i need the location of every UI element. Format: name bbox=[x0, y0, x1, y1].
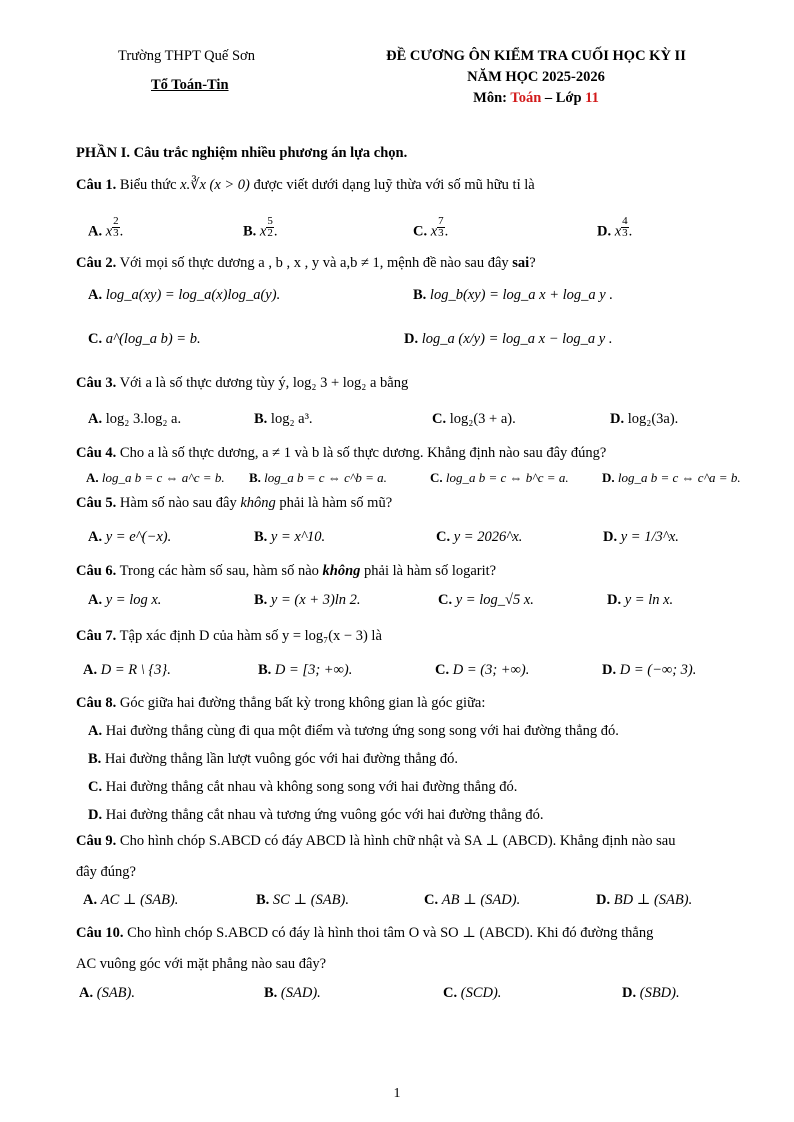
option-label: B. bbox=[258, 662, 272, 678]
option-text: (SAB). bbox=[96, 985, 135, 1001]
question-2 bbox=[76, 255, 536, 272]
q4-option-b[interactable] bbox=[249, 470, 387, 486]
question-6 bbox=[76, 563, 496, 580]
option-text: Hai đường thẳng cắt nhau và tương ứng vuông góc với hai đường thẳng đó. bbox=[105, 807, 544, 823]
q3-option-b[interactable] bbox=[254, 411, 313, 428]
q9-option-b[interactable] bbox=[256, 892, 349, 909]
option-text: D = (−∞; 3). bbox=[619, 662, 697, 678]
option-text: (SBD). bbox=[639, 985, 680, 1001]
q3-option-a[interactable] bbox=[88, 411, 181, 428]
option-text: log_a b = c ⇔ b^c = a. bbox=[445, 470, 569, 485]
option-text: Hai đường thẳng cùng đi qua một điểm và tương ứng song song với hai đường thẳng đó. bbox=[105, 723, 619, 739]
q10-option-b[interactable] bbox=[264, 985, 321, 1002]
option-label: A. bbox=[86, 470, 99, 485]
question-text-end: được viết dưới dạng luỹ thừa với số mũ hữu tỉ là bbox=[253, 177, 535, 193]
question-number: Câu 8. bbox=[76, 695, 117, 711]
question-8 bbox=[76, 695, 485, 712]
exp-num: 5 bbox=[267, 215, 273, 227]
page-number: 1 bbox=[393, 1086, 401, 1101]
option-label: A. bbox=[88, 223, 103, 240]
department-name: Tổ Toán-Tin bbox=[151, 77, 229, 93]
option-label: B. bbox=[413, 287, 427, 303]
option-label: B. bbox=[254, 529, 268, 545]
q7-option-b[interactable] bbox=[258, 662, 352, 679]
question-number: Câu 10. bbox=[76, 925, 124, 941]
q4-option-c[interactable] bbox=[430, 470, 569, 486]
q10-option-d[interactable] bbox=[622, 985, 680, 1002]
option-label: D. bbox=[603, 529, 618, 545]
option-label: C. bbox=[88, 779, 103, 795]
option-text: AB ⊥ (SAD). bbox=[441, 892, 521, 908]
option-label: A. bbox=[83, 662, 98, 678]
question-text: Cho hình chóp S.ABCD có đáy là hình thoi tâm O và SO ⊥ (ABCD). Khi đó đường thẳng bbox=[127, 925, 654, 941]
grade-number: 11 bbox=[585, 90, 599, 106]
option-label: C. bbox=[435, 662, 450, 678]
option-text: (SCD). bbox=[460, 985, 502, 1001]
q1-option-a[interactable]: A. x $^{\frac{2}{3}}$ . bbox=[88, 215, 124, 240]
question-text: Với mọi số thực dương a , b , x , y và a,b ≠ 1, mệnh đề nào sau đây bbox=[119, 255, 509, 271]
question-number: Câu 7. bbox=[76, 628, 117, 644]
option-text: log₂(3a). bbox=[627, 411, 679, 427]
option-text: y = ln x. bbox=[624, 592, 674, 608]
option-label: A. bbox=[79, 985, 94, 1001]
q5-option-a[interactable] bbox=[88, 529, 171, 546]
question-9-continuation: đây đúng? bbox=[76, 864, 136, 880]
option-label: D. bbox=[602, 662, 617, 678]
option-label: D. bbox=[610, 411, 625, 427]
option-text: log_a b = c ⇔ c^a = b. bbox=[617, 470, 741, 485]
q2-option-c[interactable] bbox=[88, 331, 201, 348]
question-7 bbox=[76, 628, 382, 645]
option-label: B. bbox=[254, 411, 268, 427]
option-text: y = log x. bbox=[105, 592, 162, 608]
exp-num: 7 bbox=[438, 215, 444, 227]
option-text: y = (x + 3)ln 2. bbox=[270, 592, 361, 608]
q4-option-a[interactable] bbox=[86, 470, 225, 486]
option-text: y = x^10. bbox=[270, 529, 326, 545]
school-name: Trường THPT Quế Sơn bbox=[118, 48, 255, 64]
question-number: Câu 2. bbox=[76, 255, 117, 271]
q5-option-c[interactable] bbox=[436, 529, 522, 546]
option-text: log_a (x/y) = log_a x − log_a y . bbox=[421, 331, 613, 347]
document-title: ĐỀ CƯƠNG ÔN KIỂM TRA CUỐI HỌC KỲ II bbox=[386, 48, 686, 64]
option-text: SC ⊥ (SAB). bbox=[272, 892, 349, 908]
option-text: log_a(xy) = log_a(x)log_a(y). bbox=[105, 287, 281, 303]
option-text: y = 2026^x. bbox=[453, 529, 523, 545]
option-text: Hai đường thẳng lần lượt vuông góc với hai đường thẳng đó. bbox=[104, 751, 458, 767]
question-text: Biểu thức bbox=[119, 177, 177, 193]
question-text: Tập xác định D của hàm số y = log₇(x − 3) là bbox=[119, 628, 382, 644]
question-number: Câu 6. bbox=[76, 563, 117, 579]
exp-den: 3 bbox=[622, 227, 628, 239]
option-text: (SAD). bbox=[280, 985, 321, 1001]
option-text: Hai đường thẳng cắt nhau và không song song với hai đường thẳng đó. bbox=[105, 779, 518, 795]
option-label: C. bbox=[424, 892, 439, 908]
option-label: B. bbox=[249, 470, 261, 485]
exp-den: 2 bbox=[267, 227, 273, 239]
option-text: y = log_√5 x. bbox=[455, 592, 534, 608]
option-label: D. bbox=[597, 223, 612, 240]
option-label: B. bbox=[256, 892, 270, 908]
option-label: D. bbox=[607, 592, 622, 608]
option-label: D. bbox=[596, 892, 611, 908]
option-label: C. bbox=[438, 592, 453, 608]
q1-option-c[interactable]: C. x $^{\frac{7}{3}}$ . bbox=[413, 215, 449, 240]
q9-option-d[interactable] bbox=[596, 892, 692, 909]
section-title: PHẦN I. Câu trắc nghiệm nhiều phương án lựa chọn. bbox=[76, 145, 408, 161]
question-emphasis: không bbox=[240, 495, 276, 511]
q8-option-a[interactable] bbox=[88, 723, 619, 740]
question-9 bbox=[76, 833, 675, 850]
question-text: Với a là số thực dương tùy ý, log₂ 3 + log₂ a bằng bbox=[119, 375, 409, 391]
option-label: D. bbox=[622, 985, 637, 1001]
question-text: Cho hình chóp S.ABCD có đáy ABCD là hình chữ nhật và SA ⊥ (ABCD). Khẳng định nào sau bbox=[119, 833, 676, 849]
option-text: D = (3; +∞). bbox=[452, 662, 530, 678]
q8-option-d[interactable] bbox=[88, 807, 544, 824]
option-label: B. bbox=[264, 985, 278, 1001]
option-label: C. bbox=[88, 331, 103, 347]
question-text: Hàm số nào sau đây bbox=[119, 495, 237, 511]
option-label: A. bbox=[88, 287, 103, 303]
question-number: Câu 5. bbox=[76, 495, 117, 511]
exp-den: 3 bbox=[113, 227, 119, 239]
q7-option-d[interactable] bbox=[602, 662, 696, 679]
option-label: A. bbox=[88, 411, 103, 427]
question-text-end: phải là hàm số mũ? bbox=[279, 495, 393, 511]
exp-num: 2 bbox=[113, 215, 119, 227]
option-text: log_b(xy) = log_a x + log_a y . bbox=[429, 287, 613, 303]
option-label: A. bbox=[83, 892, 98, 908]
question-expression: x.∛x (x > 0) bbox=[180, 177, 250, 193]
question-number: Câu 3. bbox=[76, 375, 117, 391]
q9-option-c[interactable] bbox=[424, 892, 520, 909]
question-emphasis: không bbox=[322, 563, 361, 579]
exp-num: 4 bbox=[622, 215, 628, 227]
question-1 bbox=[76, 177, 535, 194]
grade-separator: – Lớp bbox=[544, 90, 582, 106]
question-4 bbox=[76, 445, 606, 462]
question-emphasis: sai bbox=[512, 255, 530, 271]
option-text: log_a b = c ⇔ c^b = a. bbox=[264, 470, 387, 485]
subject-prefix: Môn: bbox=[473, 90, 507, 106]
question-text: Trong các hàm số sau, hàm số nào bbox=[119, 563, 319, 579]
option-label: C. bbox=[413, 223, 428, 240]
option-text: log₂(3 + a). bbox=[449, 411, 516, 427]
q7-option-c[interactable] bbox=[435, 662, 529, 679]
option-text: AC ⊥ (SAB). bbox=[100, 892, 179, 908]
option-label: D. bbox=[404, 331, 419, 347]
option-label: B. bbox=[243, 223, 257, 240]
q2-option-b[interactable] bbox=[413, 287, 613, 304]
option-text: log₂ 3.log₂ a. bbox=[105, 411, 182, 427]
question-text: Cho a là số thực dương, a ≠ 1 và b là số thực dương. Khẳng định nào sau đây đúng? bbox=[119, 445, 607, 461]
subject-name: Toán bbox=[510, 90, 542, 106]
question-text-end: phải là hàm số logarit? bbox=[364, 563, 497, 579]
option-label: C. bbox=[443, 985, 458, 1001]
q9-option-a[interactable] bbox=[83, 892, 178, 909]
option-label: B. bbox=[254, 592, 268, 608]
option-label: C. bbox=[436, 529, 451, 545]
option-label: A. bbox=[88, 723, 103, 739]
question-text: Góc giữa hai đường thẳng bất kỳ trong không gian là góc giữa: bbox=[119, 695, 486, 711]
option-text: y = e^(−x). bbox=[105, 529, 172, 545]
q1-option-b[interactable]: B. x $^{\frac{5}{2}}$ . bbox=[243, 215, 278, 240]
q6-option-a[interactable] bbox=[88, 592, 161, 609]
option-text: log₂ a³. bbox=[270, 411, 313, 427]
option-text: a^(log_a b) = b. bbox=[105, 331, 201, 347]
q6-option-c[interactable] bbox=[438, 592, 534, 609]
option-text: D = [3; +∞). bbox=[274, 662, 353, 678]
option-text: D = R \ {3}. bbox=[100, 662, 171, 678]
subject-line bbox=[368, 90, 704, 107]
q2-option-d[interactable] bbox=[404, 331, 612, 348]
question-3 bbox=[76, 375, 408, 392]
q8-option-c[interactable] bbox=[88, 779, 517, 796]
q1-option-d[interactable]: D. x $^{\frac{4}{3}}$ . bbox=[597, 215, 633, 240]
option-text: BD ⊥ (SAB). bbox=[613, 892, 693, 908]
question-number: Câu 9. bbox=[76, 833, 117, 849]
option-label: A. bbox=[88, 529, 103, 545]
exp-den: 3 bbox=[438, 227, 444, 239]
q6-option-b[interactable] bbox=[254, 592, 361, 609]
option-label: B. bbox=[88, 751, 102, 767]
q3-option-d[interactable] bbox=[610, 411, 678, 428]
question-end: ? bbox=[529, 255, 536, 271]
q7-option-a[interactable] bbox=[83, 662, 171, 679]
q6-option-d[interactable] bbox=[607, 592, 673, 609]
question-number: Câu 4. bbox=[76, 445, 117, 461]
question-10-continuation: AC vuông góc với mặt phẳng nào sau đây? bbox=[76, 956, 327, 972]
q10-option-c[interactable] bbox=[443, 985, 501, 1002]
q8-option-b[interactable] bbox=[88, 751, 458, 768]
option-text: y = 1/3^x. bbox=[620, 529, 679, 545]
q2-option-a[interactable] bbox=[88, 287, 280, 304]
q4-option-d[interactable] bbox=[602, 470, 741, 486]
question-number: Câu 1. bbox=[76, 177, 117, 193]
q3-option-c[interactable] bbox=[432, 411, 516, 428]
option-label: A. bbox=[88, 592, 103, 608]
question-5 bbox=[76, 495, 392, 512]
q5-option-d[interactable] bbox=[603, 529, 679, 546]
option-label: C. bbox=[430, 470, 443, 485]
option-label: D. bbox=[602, 470, 615, 485]
q10-option-a[interactable] bbox=[79, 985, 135, 1002]
q5-option-b[interactable] bbox=[254, 529, 325, 546]
question-10 bbox=[76, 925, 653, 942]
option-label: C. bbox=[432, 411, 447, 427]
option-label: D. bbox=[88, 807, 103, 823]
school-year: NĂM HỌC 2025-2026 bbox=[467, 69, 605, 85]
option-text: log_a b = c ⇔ a^c = b. bbox=[101, 470, 225, 485]
